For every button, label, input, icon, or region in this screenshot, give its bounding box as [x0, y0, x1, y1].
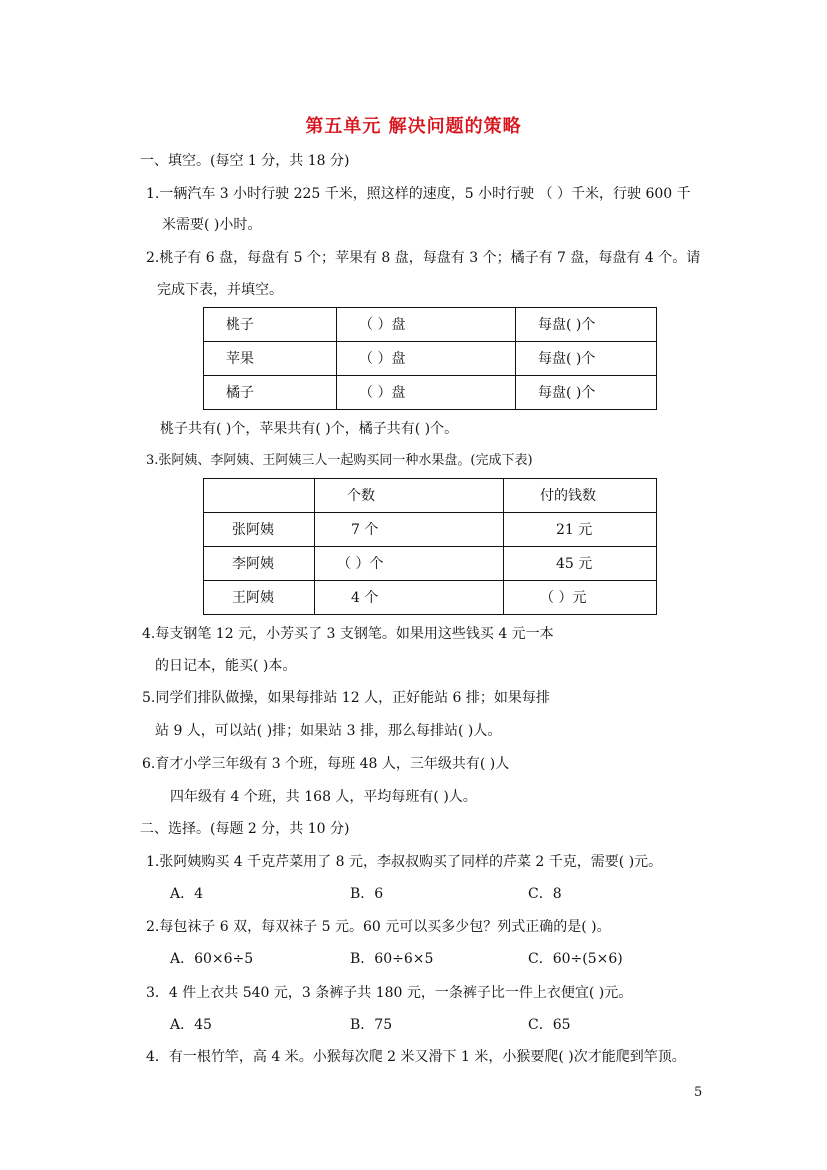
q1-text-line2: 米需要( )小时。	[162, 217, 262, 233]
s2-q3-text: 3．4 件上衣共 540 元，3 条裤子共 180 元，一条裤子比一件上衣便宜( )元。	[146, 985, 633, 1001]
page-number: 5	[694, 1085, 703, 1100]
paid-cell: 45 元	[504, 547, 657, 581]
section2-heading: 二、选择。(每题 2 分，共 10 分)	[140, 821, 350, 837]
count-cell: 7 个	[315, 513, 504, 547]
person-name-cell: 张阿姨	[204, 513, 315, 547]
paid-cell: 21 元	[504, 513, 657, 547]
table-row	[204, 581, 657, 615]
q4-text-line1: 4.每支钢笔 12 元，小芳买了 3 支钢笔。如果用这些钱买 4 元一本	[142, 626, 554, 642]
s2-q1-option-a: A．4	[170, 886, 204, 902]
q1-text-line1: 1.一辆汽车 3 小时行驶 225 千米，照这样的速度，5 小时行驶 （ ）千米，行驶 600 千	[146, 186, 691, 202]
q2-text-line2: 完成下表，并填空。	[157, 282, 283, 298]
section1-heading: 一、填空。(每空 1 分，共 18 分)	[140, 153, 350, 169]
each-cell: 每盘( )个	[516, 308, 657, 342]
q5-text-line1: 5.同学们排队做操，如果每排站 12 人，正好能站 6 排；如果每排	[142, 690, 550, 706]
fruit-table	[203, 307, 657, 410]
table-row	[204, 547, 657, 581]
q4-text-line2: 的日记本，能买( )本。	[155, 658, 297, 674]
fruit-name-cell: 桃子	[204, 308, 337, 342]
count-cell: 4 个	[315, 581, 504, 615]
header-cell-blank	[204, 479, 315, 513]
s2-q3-option-a: A．45	[170, 1017, 212, 1033]
count-cell: （ ）个	[315, 547, 504, 581]
paid-cell: （ ）元	[504, 581, 657, 615]
table-row	[204, 308, 657, 342]
s2-q1-option-b: B．6	[350, 886, 384, 902]
purchase-table	[203, 478, 657, 615]
table-header-row	[204, 479, 657, 513]
fruit-name-cell: 橘子	[204, 376, 337, 410]
q3-text-line1: 3.张阿姨、李阿姨、王阿姨三人一起购买同一种水果盘。(完成下表)	[146, 453, 533, 468]
s2-q1-text: 1.张阿姨购买 4 千克芹菜用了 8 元，李叔叔购买了同样的芹菜 2 千克，需要( )元。	[146, 854, 663, 870]
q2-text-line3: 桃子共有( )个，苹果共有( )个，橘子共有( )个。	[160, 421, 459, 437]
s2-q3-option-c: C．65	[528, 1017, 571, 1033]
s2-q3-option-b: B．75	[350, 1017, 393, 1033]
each-cell: 每盘( )个	[516, 342, 657, 376]
s2-q2-option-c: C．60÷(5×6)	[528, 951, 623, 967]
q2-text-line1: 2.桃子有 6 盘，每盘有 5 个；苹果有 8 盘，每盘有 3 个；橘子有 7 盘，每盘有 4 个。请	[146, 250, 701, 266]
fruit-name-cell: 苹果	[204, 342, 337, 376]
table-row	[204, 376, 657, 410]
each-cell: 每盘( )个	[516, 376, 657, 410]
q6-text-line2: 四年级有 4 个班，共 168 人，平均每班有( )人。	[170, 789, 477, 805]
page-title: 第五单元 解决问题的策略	[305, 116, 522, 137]
q5-text-line2: 站 9 人，可以站( )排；如果站 3 排，那么每排站( )人。	[155, 723, 502, 739]
s2-q2-option-b: B．60÷6×5	[350, 951, 434, 967]
s2-q1-option-c: C．8	[528, 886, 562, 902]
plates-cell: （ ）盘	[337, 308, 516, 342]
s2-q2-option-a: A．60×6÷5	[170, 951, 254, 967]
plates-cell: （ ）盘	[337, 342, 516, 376]
person-name-cell: 王阿姨	[204, 581, 315, 615]
header-cell-count: 个数	[315, 479, 504, 513]
plates-cell: （ ）盘	[337, 376, 516, 410]
table-row	[204, 513, 657, 547]
q6-text-line1: 6.育才小学三年级有 3 个班，每班 48 人，三年级共有( )人	[142, 756, 510, 772]
person-name-cell: 李阿姨	[204, 547, 315, 581]
table-row	[204, 342, 657, 376]
header-cell-paid: 付的钱数	[504, 479, 657, 513]
s2-q4-text: 4．有一根竹竿，高 4 米。小猴每次爬 2 米又滑下 1 米，小猴要爬( )次才能爬到竿顶。	[146, 1049, 686, 1065]
s2-q2-text: 2.每包袜子 6 双，每双袜子 5 元。60 元可以买多少包？列式正确的是( )。	[146, 919, 611, 935]
